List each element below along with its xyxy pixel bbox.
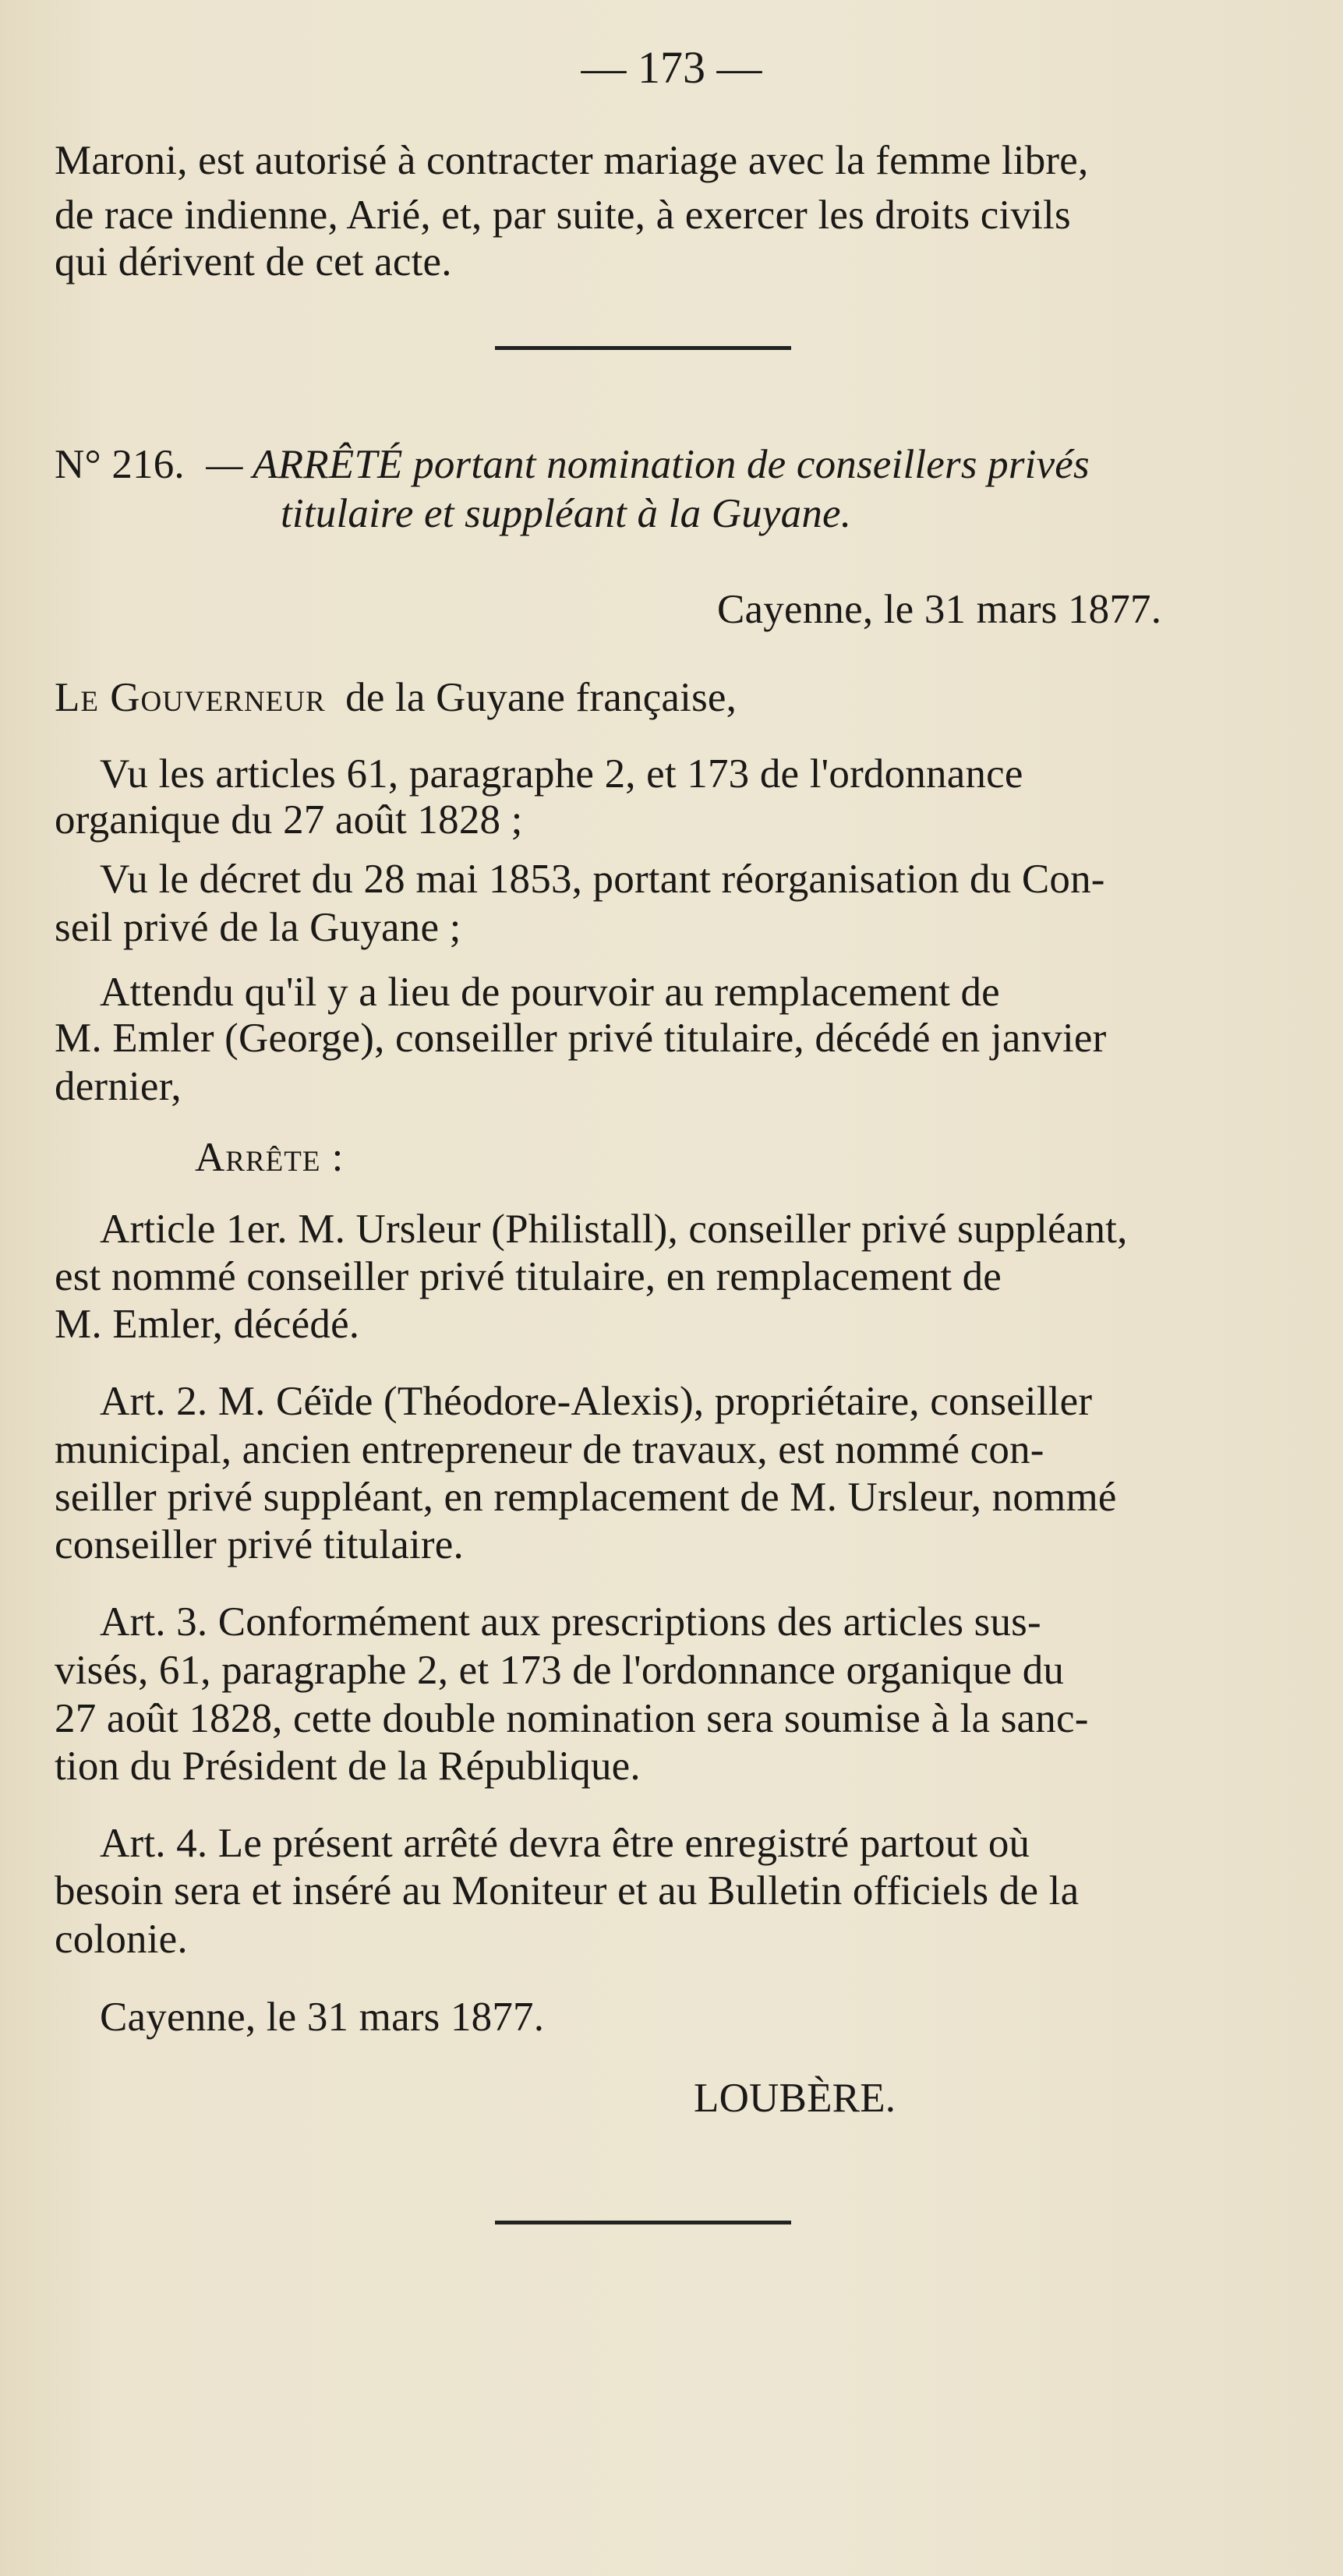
arrete-label: Arrête :: [195, 1135, 345, 1180]
section-divider-top: [495, 346, 791, 350]
decree-number: N° 216.: [55, 442, 185, 487]
consideration-line-1: Vu les articles 61, paragraphe 2, et 173 de l'ordonnance: [100, 751, 1023, 797]
article4-line-2: besoin sera et inséré au Moniteur et au Bulletin officiels de la: [55, 1868, 1080, 1913]
article1-line-2: est nommé conseiller privé titulaire, en remplacement de: [55, 1254, 1002, 1299]
closing-place-date: Cayenne, le 31 mars 1877.: [100, 1995, 545, 2040]
consideration-line-5: Attendu qu'il y a lieu de pourvoir au remplacement de: [100, 970, 1000, 1015]
article2-line-1: Art. 2. M. Céïde (Théodore-Alexis), propriétaire, conseiller: [100, 1379, 1093, 1424]
intro-line-1-text: Maroni, est autorisé à contracter mariage avec la femme libre,: [55, 138, 1089, 183]
decree-heading-line-1: [55, 441, 1090, 488]
intro-line-1: [55, 137, 1235, 184]
decree-title-line-1: — ARRÊTÉ portant nomination de conseillers privés: [206, 442, 1090, 487]
consideration-line-4: seil privé de la Guyane ;: [55, 905, 461, 950]
governor-rest: de la Guyane française,: [345, 675, 737, 720]
article3-line-3: 27 août 1828, cette double nomination sera soumise à la sanc-: [55, 1696, 1089, 1741]
article1-line-3: M. Emler, décédé.: [55, 1302, 360, 1347]
article2-line-4: conseiller privé titulaire.: [55, 1522, 464, 1567]
article1-line-1: Article 1er. M. Ursleur (Philistall), conseiller privé suppléant,: [100, 1207, 1128, 1252]
article4-line-3: colonie.: [55, 1917, 188, 1962]
intro-line-2: [55, 192, 1235, 239]
signature: LOUBÈRE.: [694, 2076, 896, 2121]
intro-line-3: qui dérivent de cet acte.: [55, 239, 452, 284]
article2-line-3: seiller privé suppléant, en remplacement de M. Ursleur, nommé: [55, 1475, 1117, 1520]
consideration-line-7: dernier,: [55, 1064, 182, 1109]
article3-line-1: Art. 3. Conformément aux prescriptions des articles sus-: [100, 1599, 1041, 1645]
consideration-line-6: M. Emler (George), conseiller privé titulaire, décédé en janvier: [55, 1016, 1107, 1061]
section-divider-bottom: [495, 2221, 791, 2224]
consideration-line-3: Vu le décret du 28 mai 1853, portant réorganisation du Con-: [100, 857, 1105, 902]
decree-place-date: Cayenne, le 31 mars 1877.: [717, 587, 1162, 632]
consideration-line-2: organique du 27 août 1828 ;: [55, 797, 523, 843]
article2-line-2: municipal, ancien entrepreneur de travaux, est nommé con-: [55, 1427, 1044, 1472]
article3-line-2: visés, 61, paragraphe 2, et 173 de l'ordonnance organique du: [55, 1648, 1065, 1693]
article3-line-4: tion du Président de la République.: [55, 1744, 641, 1789]
governor-prefix: Le Gouverneur: [55, 675, 326, 720]
governor-line: [55, 674, 737, 721]
intro-line-2-text: de race indienne, Arié, et, par suite, à exercer les droits civils: [55, 193, 1071, 238]
article4-line-1: Art. 4. Le présent arrêté devra être enregistré partout où: [100, 1821, 1030, 1866]
decree-title-line-2: titulaire et suppléant à la Guyane.: [281, 491, 852, 536]
page-number: — 173 —: [581, 42, 762, 93]
